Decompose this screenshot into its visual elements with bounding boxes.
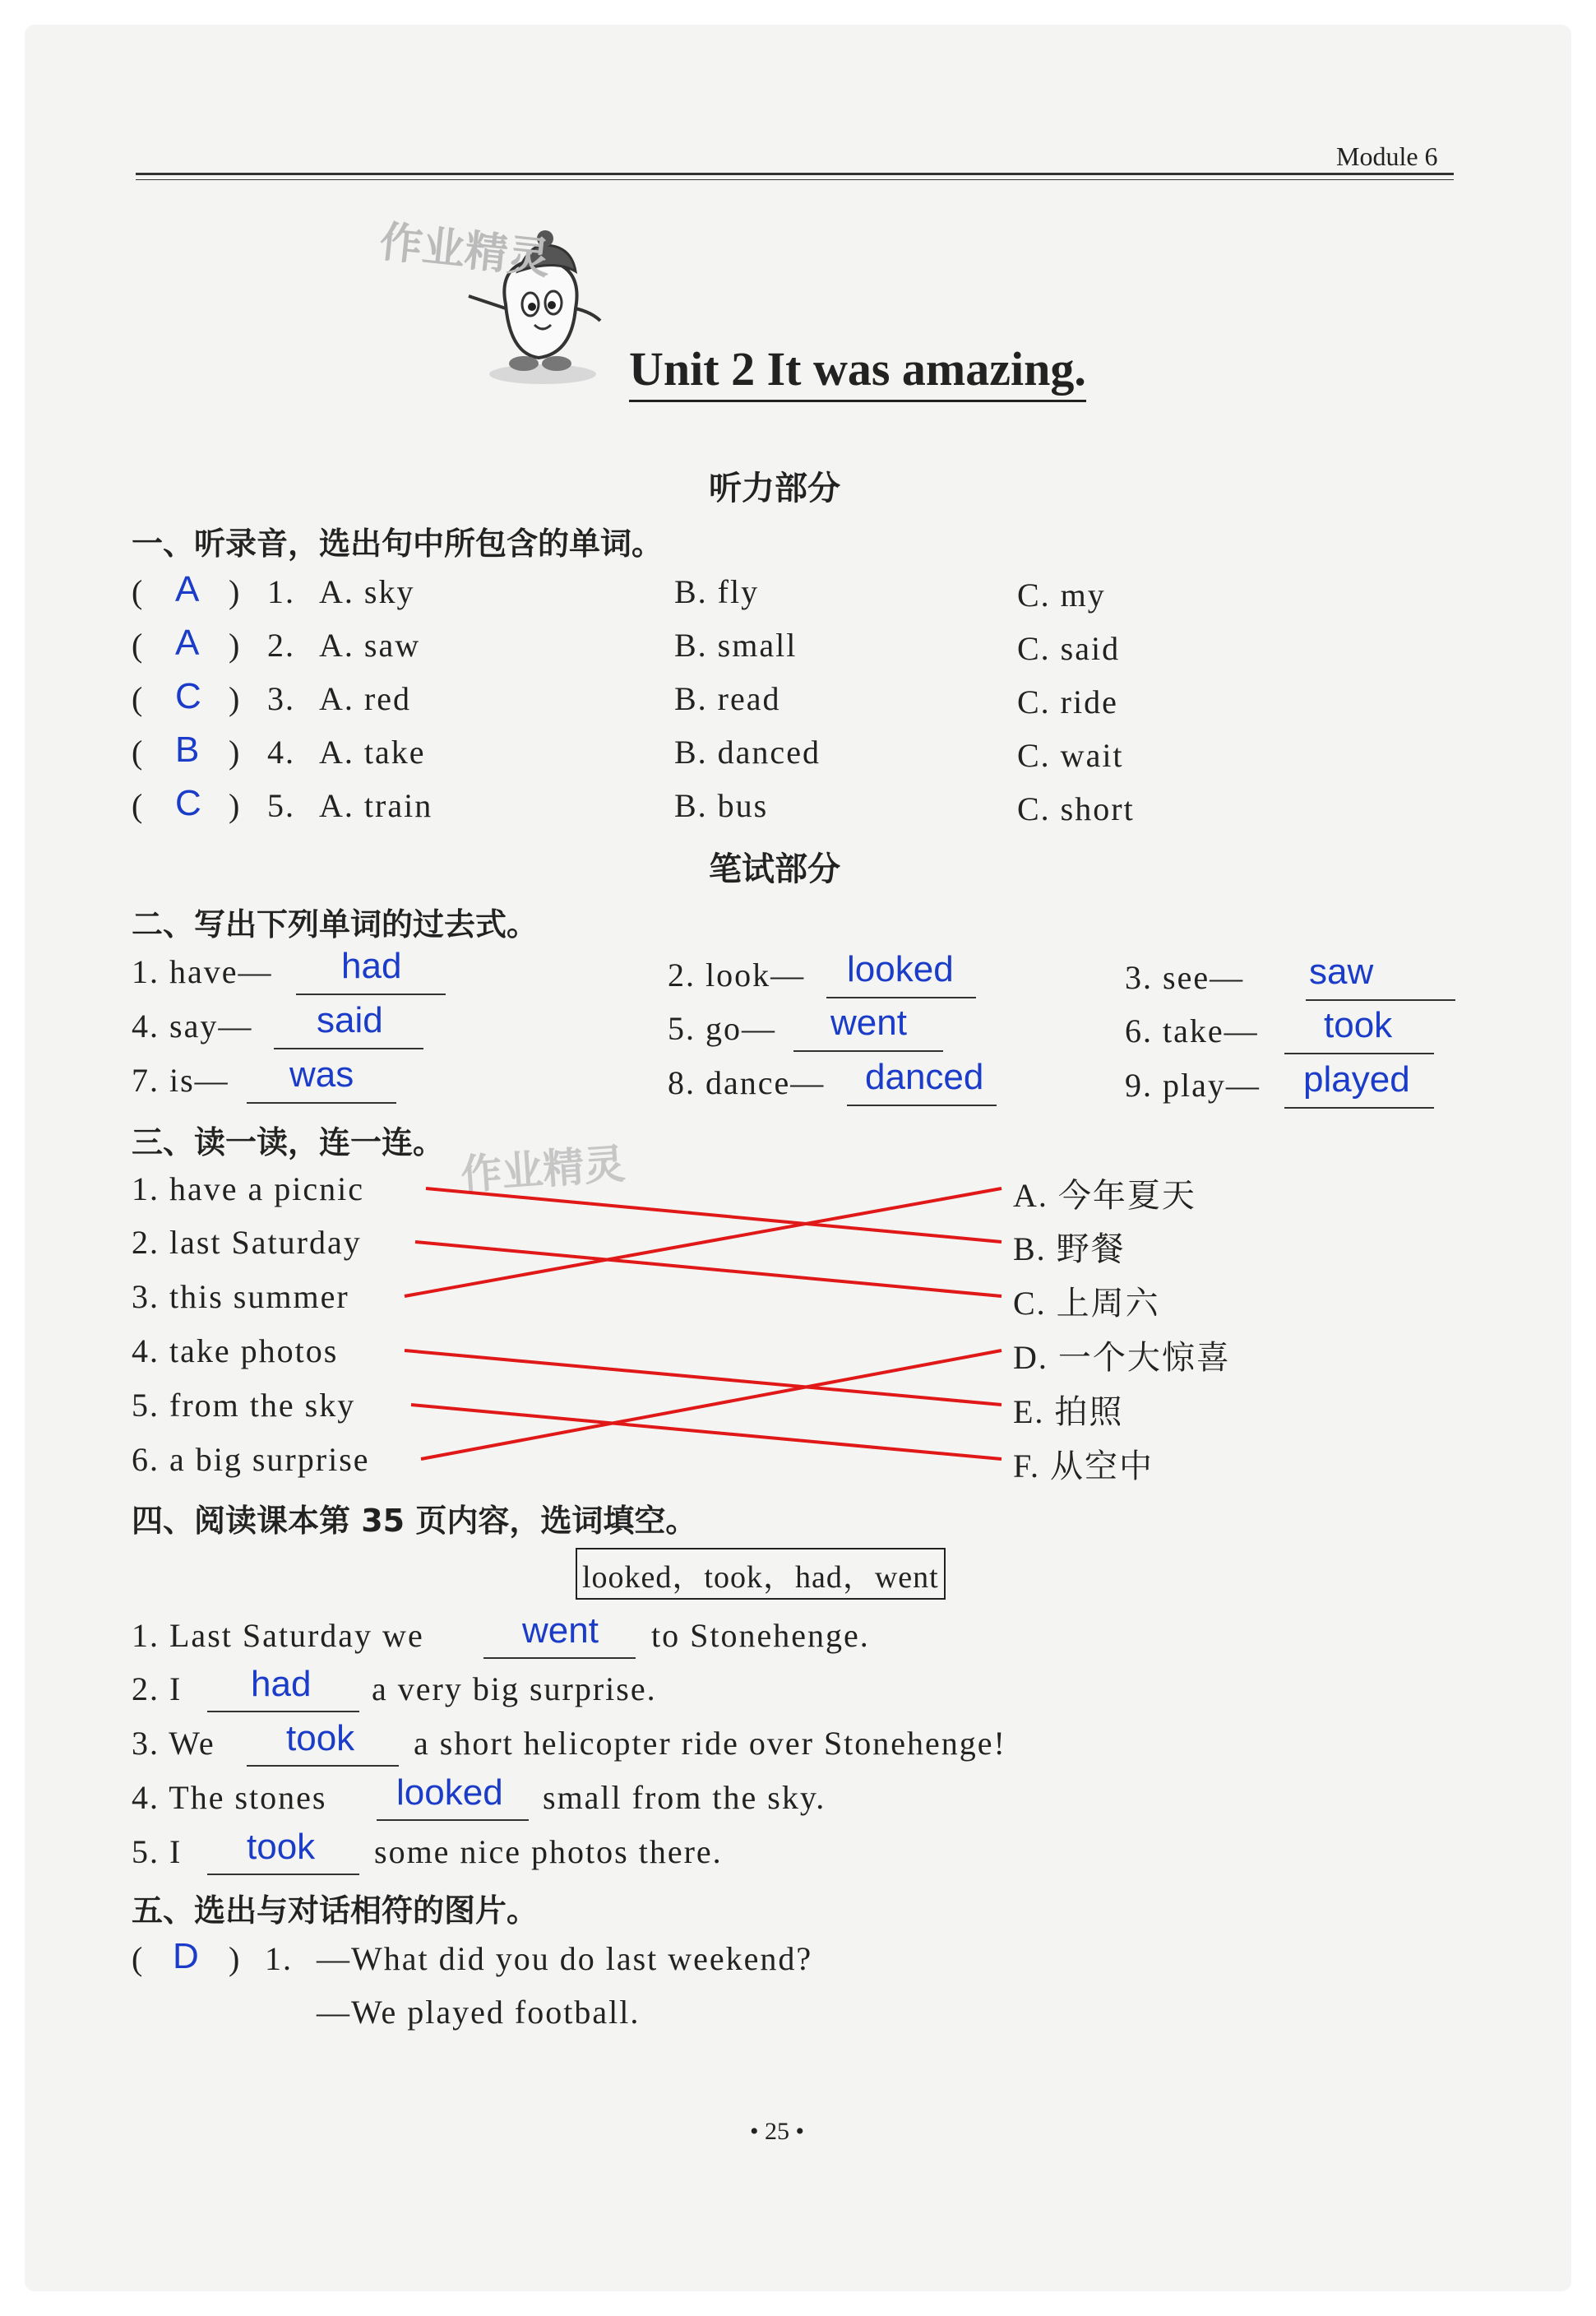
q1-option-a: A. sky	[319, 573, 415, 610]
q4-text: 5. I	[132, 1833, 183, 1870]
paren-close: )	[229, 680, 242, 717]
q4-answer: took	[247, 1827, 316, 1867]
match-line	[411, 1405, 1002, 1459]
q2-word: 3. see—	[1125, 959, 1245, 996]
q5-dialogue-line: —What did you do last weekend?	[317, 1940, 813, 1977]
q1-num: 1.	[267, 573, 295, 610]
q1-option-c: C. ride	[1017, 683, 1118, 720]
match-line	[415, 1242, 1002, 1296]
q3-left-item: 4. take photos	[132, 1332, 339, 1369]
q2-word: 7. is—	[132, 1062, 229, 1099]
q2-word: 2. look—	[668, 957, 806, 994]
q2-word: 8. dance—	[668, 1064, 826, 1101]
q2-word: 5. go—	[668, 1010, 776, 1047]
match-line	[426, 1188, 1002, 1242]
q3-heading: 三、读一读，连一连。	[132, 1124, 445, 1160]
q1-answer: C	[175, 783, 201, 823]
q3-right-item: E. 拍照	[1013, 1393, 1124, 1430]
paren-open: (	[132, 680, 145, 717]
q2-answer: took	[1324, 1005, 1393, 1045]
q5-heading: 五、选出与对话相符的图片。	[132, 1892, 539, 1929]
q3-left-item: 1. have a picnic	[132, 1170, 364, 1207]
match-line	[405, 1188, 1002, 1296]
q2-word: 4. say—	[132, 1007, 253, 1045]
q4-text: 1. Last Saturday we	[132, 1617, 424, 1654]
q1-num: 4.	[267, 734, 295, 771]
match-line	[405, 1350, 1002, 1405]
paren-close: )	[229, 627, 242, 664]
q2-answer: was	[289, 1054, 354, 1095]
q1-option-c: C. short	[1017, 790, 1135, 827]
q3-right-item: C. 上周六	[1013, 1285, 1160, 1322]
q5-dialogue-line: —We played football.	[317, 1994, 641, 2031]
q1-option-a: A. take	[319, 734, 426, 771]
q3-left-item: 5. from the sky	[132, 1387, 356, 1424]
q4-blank	[377, 1819, 529, 1821]
q4-text: 2. I	[132, 1670, 183, 1707]
paren-open: (	[132, 627, 145, 664]
q4-text: some nice photos there.	[374, 1833, 723, 1870]
q5-answer: D	[173, 1936, 199, 1976]
q1-option-b: B. danced	[674, 734, 821, 771]
q1-answer: C	[175, 676, 201, 716]
q3-left-item: 2. last Saturday	[132, 1224, 362, 1261]
q1-option-b: B. read	[674, 680, 781, 717]
unit-title: Unit 2 It was amazing.	[629, 341, 1086, 402]
q1-option-b: B. fly	[674, 573, 760, 610]
paren-open: (	[132, 573, 145, 610]
q1-option-a: A. red	[319, 680, 411, 717]
q1-option-c: C. wait	[1017, 737, 1124, 774]
q3-right-item: D. 一个大惊喜	[1013, 1339, 1231, 1376]
q1-answer: A	[175, 623, 200, 663]
q4-answer: looked	[396, 1772, 503, 1813]
watermark-top: 作业精灵	[377, 217, 553, 285]
q4-text: 4. The stones	[132, 1779, 327, 1816]
q1-option-b: B. small	[674, 627, 798, 664]
listening-heading: 听力部分	[709, 470, 840, 507]
paren-open: (	[132, 734, 145, 771]
q5-num: 1.	[265, 1940, 293, 1977]
q1-option-c: C. said	[1017, 630, 1121, 667]
q2-answer: played	[1303, 1059, 1410, 1100]
q2-answer: had	[341, 946, 402, 986]
paren-close: )	[229, 1940, 242, 1977]
q1-option-b: B. bus	[674, 787, 769, 824]
q4-answer: went	[522, 1610, 599, 1651]
q2-word: 9. play—	[1125, 1067, 1261, 1104]
q2-word: 1. have—	[132, 953, 273, 990]
module-label: Module 6	[1336, 141, 1438, 171]
q4-text: a short helicopter ride over Stonehenge!	[414, 1725, 1006, 1762]
q1-heading: 一、听录音，选出句中所包含的单词。	[132, 526, 664, 562]
q1-num: 3.	[267, 680, 295, 717]
q4-blank	[247, 1765, 399, 1767]
paren-close: )	[229, 734, 242, 771]
q3-left-item: 6. a big surprise	[132, 1441, 370, 1478]
q1-num: 2.	[267, 627, 295, 664]
q1-answer: A	[175, 569, 200, 609]
q2-heading: 二、写出下列单词的过去式。	[132, 906, 539, 943]
q2-answer: said	[317, 1000, 383, 1040]
paren-open: (	[132, 787, 145, 824]
match-line	[421, 1350, 1002, 1459]
writing-heading: 笔试部分	[709, 850, 840, 888]
q2-answer: looked	[847, 949, 954, 989]
q4-answer: had	[251, 1664, 312, 1704]
q2-answer: danced	[865, 1057, 984, 1097]
q4-blank	[207, 1874, 359, 1875]
q4-blank	[483, 1657, 636, 1659]
q2-answer: went	[830, 1003, 907, 1043]
q2-answer: saw	[1309, 952, 1374, 992]
paren-close: )	[229, 573, 242, 610]
q2-word: 6. take—	[1125, 1012, 1259, 1049]
q4-heading: 四、阅读课本第 35 页内容，选词填空。	[132, 1503, 697, 1539]
paren-close: )	[229, 787, 242, 824]
q4-text: a very big surprise.	[372, 1670, 657, 1707]
q3-right-item: B. 野餐	[1013, 1230, 1126, 1267]
q1-option-a: A. train	[319, 787, 433, 824]
q1-num: 5.	[267, 787, 295, 824]
q4-word-box: looked，took，had，went	[576, 1548, 946, 1600]
q4-text: small from the sky.	[543, 1779, 826, 1816]
q1-answer: B	[175, 730, 200, 770]
q3-left-item: 3. this summer	[132, 1278, 349, 1315]
q4-answer: took	[286, 1718, 355, 1758]
page-number: • 25 •	[750, 2118, 805, 2145]
q1-option-a: A. saw	[319, 627, 421, 664]
q1-option-c: C. my	[1017, 577, 1106, 614]
q3-right-item: F. 从空中	[1013, 1448, 1154, 1485]
paren-open: (	[132, 1940, 145, 1977]
q4-text: 3. We	[132, 1725, 215, 1762]
q4-text: to Stonehenge.	[651, 1617, 870, 1654]
q4-blank	[207, 1711, 359, 1712]
q3-right-item: A. 今年夏天	[1013, 1177, 1196, 1214]
watermark-mid: 作业精灵	[459, 1140, 627, 1199]
